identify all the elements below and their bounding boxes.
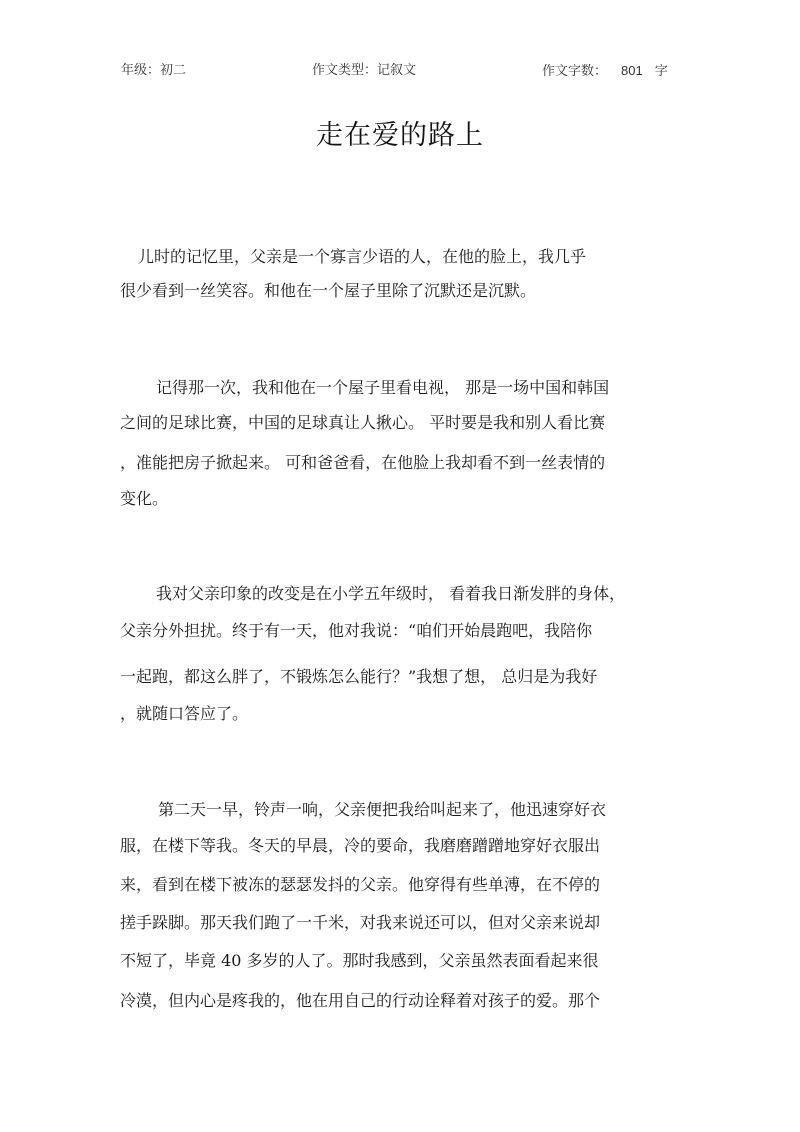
essay-title: 走在爱的路上 [316,120,484,151]
paragraph-line: 我对父亲印象的改变是在小学五年级时， 看着我日渐发胖的身体， [156,584,626,603]
paragraph-line: 服，在楼下等我。冬天的早晨，冷的要命，我磨磨蹭蹭地穿好衣服出 [120,836,601,855]
paragraph-line: 冷漠，但内心是疼我的，他在用自己的行动诠释着对孩子的爱。那个 [120,991,601,1010]
paragraph-line: 记得那一次，我和他在一个屋子里看电视， 那是一场中国和韩国 [156,378,610,397]
paragraph-line: 父亲分外担扰。终于有一天，他对我说：“咱们开始晨跑吧，我陪你 [120,621,593,640]
paragraph-line: 一起跑，都这么胖了，不锻炼怎么能行？”我想了想， 总归是为我好 [120,667,598,686]
paragraph-line: 儿时的记忆里，父亲是一个寡言少语的人，在他的脸上，我几乎 [138,247,587,266]
paragraph-line: ，准能把房子掀起来。 可和爸爸看，在他脸上我却看不到一丝表情的 [120,453,606,472]
paragraph-line: ，就随口答应了。 [120,704,249,723]
word-count-value: 801 [621,63,643,78]
paragraph-line: 之间的足球比赛，中国的足球真让人揪心。 平时要是我和别人看比赛 [120,413,606,432]
paragraph-line: 来，看到在楼下被冻的瑟瑟发抖的父亲。他穿得有些单溥，在不停的 [120,875,601,894]
paragraph-line: 变化。 [120,489,169,508]
paragraph-line: 搓手跺脚。那天我们跑了一千米，对我来说还可以，但对父亲来说却 [120,913,601,932]
grade-label: 年级：初二 [121,63,187,78]
word-count-unit: 字 [654,64,668,79]
paragraph-line: 很少看到一丝笑容。和他在一个屋子里除了沉默还是沉默。 [120,281,537,300]
word-count [542,62,668,81]
paragraph-line: 不短了，毕竟 40 多岁的人了。那时我感到，父亲虽然表面看起来很 [120,951,599,970]
essay-type-label: 作文类型：记叙文 [312,63,417,78]
word-count-label: 作文字数： [542,64,608,79]
paragraph-line: 第二天一早，铃声一响，父亲便把我给叫起来了，他迅速穿好衣 [158,800,607,819]
